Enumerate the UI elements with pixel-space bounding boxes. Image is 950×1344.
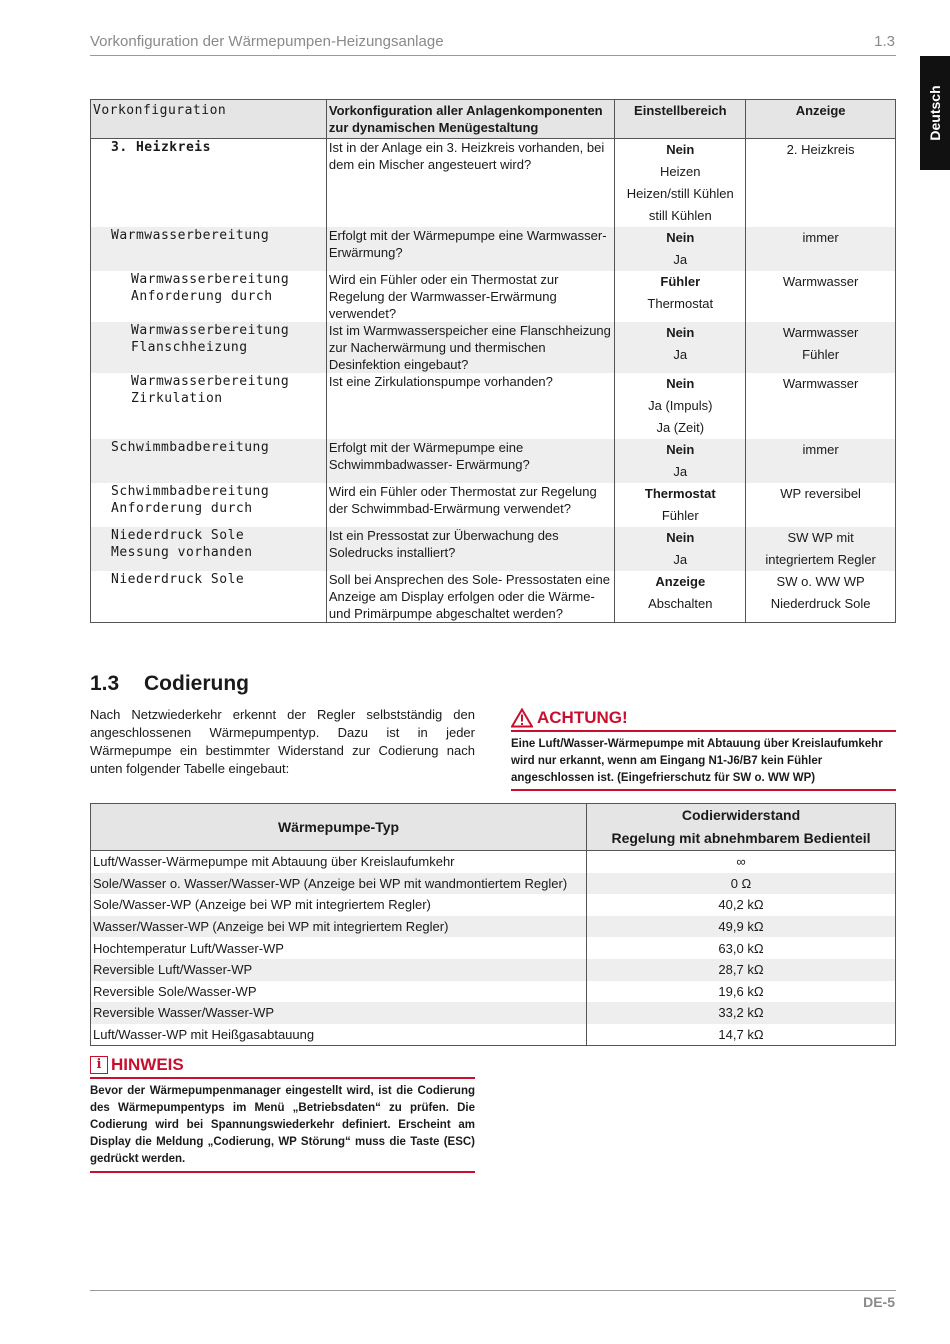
running-header-title: Vorkonfiguration der Wärmepumpen-Heizungsanlage bbox=[90, 33, 444, 50]
config-row-range bbox=[615, 571, 746, 623]
range-option: Nein bbox=[666, 376, 695, 391]
config-row-name: 3. Heizkreis bbox=[91, 139, 327, 228]
config-row-display bbox=[746, 373, 896, 439]
hint-header bbox=[90, 1055, 475, 1075]
config-table-body bbox=[91, 139, 896, 623]
range-option: Anzeige bbox=[655, 574, 706, 589]
config-row-display bbox=[746, 439, 896, 483]
config-row-range bbox=[615, 227, 746, 271]
config-row bbox=[91, 139, 896, 228]
config-row bbox=[91, 439, 896, 483]
range-option: Ja bbox=[673, 347, 688, 362]
coding-row-type: Hochtemperatur Luft/Wasser-WP bbox=[91, 937, 587, 959]
hint-rule-top bbox=[90, 1077, 475, 1079]
config-col-question: Vorkonfiguration aller Anlagenkomponenten zur dynamischen Menügestaltung bbox=[326, 100, 614, 139]
range-option: Nein bbox=[666, 230, 695, 245]
warning-box bbox=[511, 708, 896, 795]
coding-row bbox=[91, 894, 896, 916]
config-row-range bbox=[615, 322, 746, 373]
range-option: Heizen/still Kühlen bbox=[626, 186, 734, 201]
config-row-range bbox=[615, 527, 746, 571]
language-tab bbox=[920, 56, 950, 170]
config-row-question: Wird ein Fühler oder Thermostat zur Regelung der Schwimmbad-Erwärmung verwendet? bbox=[326, 483, 614, 527]
display-condition: Warmwasser bbox=[782, 376, 859, 391]
running-header-section: 1.3 bbox=[874, 33, 895, 50]
config-row-question: Erfolgt mit der Wärmepumpe eine Schwimmbadwasser- Erwärmung? bbox=[326, 439, 614, 483]
range-option: Fühler bbox=[661, 508, 699, 523]
hint-box bbox=[90, 1055, 475, 1173]
footer-rule bbox=[90, 1290, 896, 1291]
config-row-name: Niederdruck Sole bbox=[91, 571, 327, 623]
display-condition: SW o. WW WP bbox=[776, 574, 865, 589]
config-table-header bbox=[91, 100, 896, 139]
config-row-name: Warmwasserbereitung Zirkulation bbox=[91, 373, 327, 439]
config-row bbox=[91, 483, 896, 527]
config-row-range bbox=[615, 139, 746, 228]
range-option: Thermostat bbox=[647, 296, 714, 311]
config-table bbox=[90, 99, 896, 623]
display-condition: immer bbox=[802, 442, 839, 457]
coding-row-type: Sole/Wasser o. Wasser/Wasser-WP (Anzeige bei WP mit wandmontiertem Regler) bbox=[91, 873, 587, 895]
display-condition: Niederdruck Sole bbox=[770, 596, 871, 611]
config-row-display bbox=[746, 139, 896, 228]
coding-row-value: 19,6 kΩ bbox=[587, 981, 896, 1003]
coding-row-value: 0 Ω bbox=[587, 873, 896, 895]
display-condition: SW WP mit bbox=[787, 530, 854, 545]
config-row-range bbox=[615, 483, 746, 527]
coding-row bbox=[91, 1002, 896, 1024]
config-row-range bbox=[615, 373, 746, 439]
coding-table bbox=[90, 803, 896, 1046]
config-row bbox=[91, 373, 896, 439]
header-rule bbox=[90, 55, 896, 56]
coding-row-type: Reversible Sole/Wasser-WP bbox=[91, 981, 587, 1003]
coding-row-type: Reversible Luft/Wasser-WP bbox=[91, 959, 587, 981]
range-option: Thermostat bbox=[644, 486, 716, 501]
config-row-display bbox=[746, 227, 896, 271]
warning-rule-bottom bbox=[511, 789, 896, 791]
display-condition: Warmwasser bbox=[782, 274, 859, 289]
config-row-name: Warmwasserbereitung Anforderung durch bbox=[91, 271, 327, 322]
config-row-question: Ist im Warmwasserspeicher eine Flanschheizung zur Nacherwärmung und thermischen Desinfektion eingebaut? bbox=[326, 322, 614, 373]
display-condition: integriertem Regler bbox=[765, 552, 876, 567]
section-heading bbox=[90, 672, 249, 696]
config-row-question: Wird ein Fühler oder ein Thermostat zur Regelung der Warmwasser-Erwärmung verwendet? bbox=[326, 271, 614, 322]
config-row-question: Soll bei Ansprechen des Sole- Pressostaten eine Anzeige am Display erfolgen oder die Wärme- und Primärpumpe abgeschaltet werden? bbox=[326, 571, 614, 623]
hint-title: HINWEIS bbox=[111, 1055, 184, 1074]
config-row-range bbox=[615, 271, 746, 322]
config-row-display bbox=[746, 483, 896, 527]
language-tab-label: Deutsch bbox=[927, 85, 943, 141]
coding-row-value: ∞ bbox=[587, 851, 896, 873]
coding-row-type: Reversible Wasser/Wasser-WP bbox=[91, 1002, 587, 1024]
config-row-question: Ist eine Zirkulationspumpe vorhanden? bbox=[326, 373, 614, 439]
range-option: Nein bbox=[666, 442, 695, 457]
config-row-display bbox=[746, 571, 896, 623]
range-option: Ja bbox=[673, 464, 688, 479]
warning-text: Eine Luft/Wasser-Wärmepumpe mit Abtauung über Kreislaufumkehr wird nur erkannt, wenn am Eingang N1-J6/B7 kein Fühler angeschlossen ist. (Eingefrierschutz für SW o. WW WP) bbox=[511, 738, 883, 784]
display-condition: 2. Heizkreis bbox=[786, 142, 855, 157]
coding-row-type: Luft/Wasser-Wärmepumpe mit Abtauung über Kreislaufumkehr bbox=[91, 851, 587, 873]
info-icon: i bbox=[90, 1056, 108, 1074]
config-row-question: Erfolgt mit der Wärmepumpe eine Warmwasser- Erwärmung? bbox=[326, 227, 614, 271]
config-row-display bbox=[746, 271, 896, 322]
range-option: Abschalten bbox=[648, 596, 713, 611]
section-number: 1.3 bbox=[90, 672, 120, 695]
coding-col-type: Wärmepumpe-Typ bbox=[91, 804, 587, 851]
range-option: Ja (Impuls) bbox=[648, 398, 713, 413]
config-row-display bbox=[746, 322, 896, 373]
range-option: Nein bbox=[666, 142, 695, 157]
range-option: Ja bbox=[673, 552, 688, 567]
coding-row-value: 63,0 kΩ bbox=[587, 937, 896, 959]
coding-row-value: 33,2 kΩ bbox=[587, 1002, 896, 1024]
display-condition: WP reversibel bbox=[780, 486, 861, 501]
config-col-range: Einstellbereich bbox=[615, 100, 746, 139]
coding-row-value: 14,7 kΩ bbox=[587, 1024, 896, 1046]
display-condition: Fühler bbox=[802, 347, 840, 362]
coding-row bbox=[91, 851, 896, 873]
config-row-name: Niederdruck Sole Messung vorhanden bbox=[91, 527, 327, 571]
intro-paragraph: Nach Netzwiederkehr erkennt der Regler selbstständig den angeschlossenen Wärmepumpentyp. Dazu ist in jeder Wärmepumpe ein bestimmter Widerstand zur Codierung nach unten folgender Tabelle eingebaut: bbox=[90, 707, 475, 776]
config-row-display bbox=[746, 527, 896, 571]
coding-row-value: 40,2 kΩ bbox=[587, 894, 896, 916]
config-row-range bbox=[615, 439, 746, 483]
coding-row-value: 49,9 kΩ bbox=[587, 916, 896, 938]
range-option: Ja (Zeit) bbox=[656, 420, 705, 435]
range-option: Ja bbox=[673, 252, 688, 267]
config-row bbox=[91, 527, 896, 571]
config-row bbox=[91, 271, 896, 322]
coding-row-type: Sole/Wasser-WP (Anzeige bei WP mit integriertem Regler) bbox=[91, 894, 587, 916]
hint-rule-bottom bbox=[90, 1171, 475, 1173]
config-row-question: Ist ein Pressostat zur Überwachung des Soledrucks installiert? bbox=[326, 527, 614, 571]
warning-triangle-icon bbox=[511, 708, 533, 728]
coding-row bbox=[91, 959, 896, 981]
config-col-display: Anzeige bbox=[746, 100, 896, 139]
config-row bbox=[91, 571, 896, 623]
range-option: Nein bbox=[666, 530, 695, 545]
config-row-name: Schwimmbadbereitung bbox=[91, 439, 327, 483]
range-option: still Kühlen bbox=[648, 208, 712, 223]
config-row-name: Warmwasserbereitung Flanschheizung bbox=[91, 322, 327, 373]
coding-row-type: Luft/Wasser-WP mit Heißgasabtauung bbox=[91, 1024, 587, 1046]
coding-row bbox=[91, 916, 896, 938]
range-option: Nein bbox=[666, 325, 695, 340]
coding-row-value: 28,7 kΩ bbox=[587, 959, 896, 981]
coding-row bbox=[91, 937, 896, 959]
warning-title: ACHTUNG! bbox=[537, 708, 628, 727]
section-title: Codierung bbox=[144, 672, 249, 695]
coding-row-type: Wasser/Wasser-WP (Anzeige bei WP mit integriertem Regler) bbox=[91, 916, 587, 938]
config-row bbox=[91, 322, 896, 373]
config-col-name: Vorkonfiguration bbox=[91, 100, 327, 139]
coding-row bbox=[91, 1024, 896, 1046]
config-row-name: Warmwasserbereitung bbox=[91, 227, 327, 271]
coding-row bbox=[91, 873, 896, 895]
range-option: Fühler bbox=[660, 274, 701, 289]
coding-col-resistor: Codierwiderstand bbox=[587, 804, 896, 828]
coding-col-resistor-sub: Regelung mit abnehmbarem Bedienteil bbox=[587, 827, 896, 851]
config-row-name: Schwimmbadbereitung Anforderung durch bbox=[91, 483, 327, 527]
coding-row bbox=[91, 981, 896, 1003]
warning-header bbox=[511, 708, 896, 728]
coding-table-body bbox=[91, 851, 896, 1046]
range-option: Heizen bbox=[660, 164, 701, 179]
page-number: DE-5 bbox=[863, 1294, 895, 1310]
config-row-question: Ist in der Anlage ein 3. Heizkreis vorhanden, bei dem ein Mischer angesteuert wird? bbox=[326, 139, 614, 228]
warning-rule-top bbox=[511, 730, 896, 732]
display-condition: Warmwasser bbox=[782, 325, 859, 340]
display-condition: immer bbox=[802, 230, 839, 245]
config-row bbox=[91, 227, 896, 271]
hint-text: Bevor der Wärmepumpenmanager eingestellt wird, ist die Codierung des Wärmepumpentyps im Menü „Betriebsdaten“ zu prüfen. Die Codierung wird bei Spannungswiederkehr definiert. Erscheint am Display die Meldung „Codierung, WP Störung“ muss die Taste (ESC) gedrückt werden. bbox=[90, 1085, 475, 1165]
